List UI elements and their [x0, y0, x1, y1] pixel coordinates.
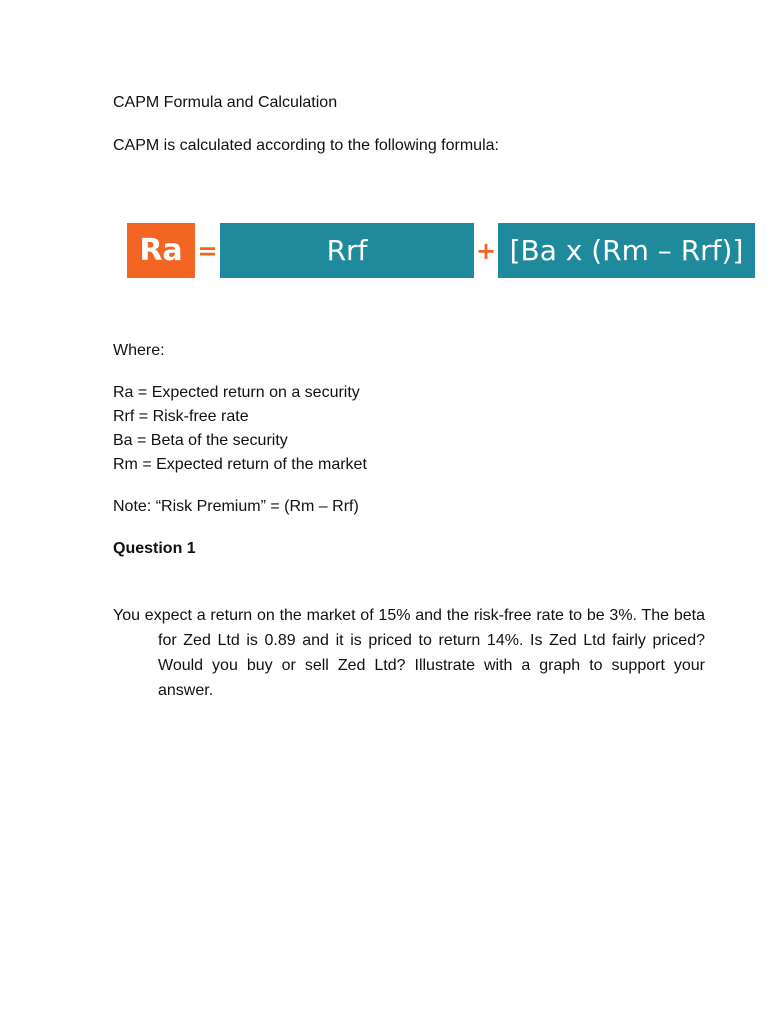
formula-risk-premium-box: [Ba x (Rm – Rrf)]	[498, 223, 755, 278]
where-label: Where:	[113, 342, 165, 359]
formula-rrf-box: Rrf	[220, 223, 474, 278]
question-heading: Question 1	[113, 540, 196, 557]
definition-ba: Ba = Beta of the security	[113, 432, 288, 449]
document-title: CAPM Formula and Calculation	[113, 94, 338, 111]
risk-premium-note: Note: “Risk Premium” = (Rm – Rrf)	[113, 498, 359, 515]
definition-rm: Rm = Expected return of the market	[113, 456, 367, 473]
definition-ra: Ra = Expected return on a security	[113, 384, 360, 401]
question-text: You expect a return on the market of 15% and the risk-free rate to be 3%. The beta for Zed Ltd is 0.89 and it is priced to return 14%. Is Zed Ltd fairly priced? Would you buy or sell Zed Ltd? Illustrate with a graph to support your answer.	[113, 607, 705, 699]
formula-ra-box: Ra	[127, 223, 195, 278]
formula-equals-sign: =	[197, 236, 218, 265]
intro-text: CAPM is calculated according to the following formula:	[113, 137, 499, 154]
formula-plus-sign: +	[475, 236, 497, 265]
capm-formula-graphic	[127, 223, 755, 278]
definition-rrf: Rrf = Risk-free rate	[113, 408, 249, 425]
